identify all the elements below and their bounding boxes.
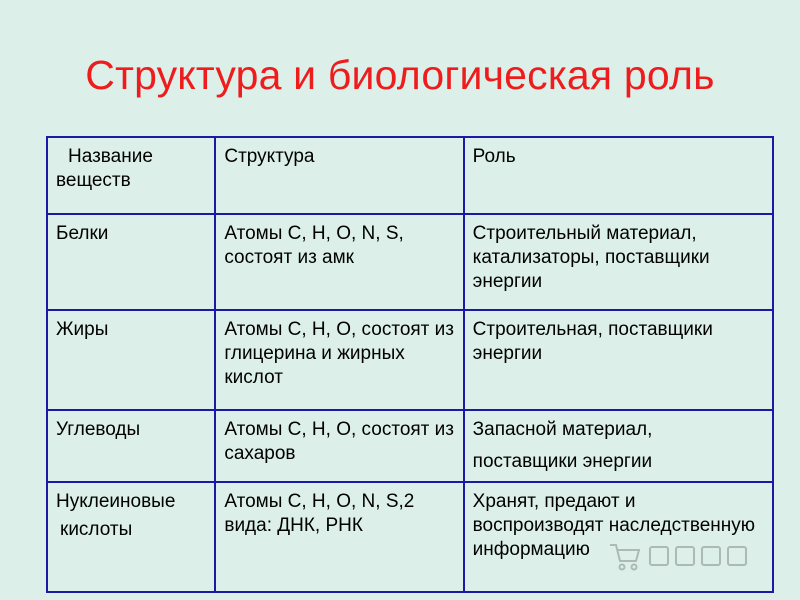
header-name-line2: веществ <box>56 170 131 191</box>
row-name-cell: Жиры <box>47 310 215 410</box>
row-role-cell: Хранят, предают и воспроизводят наследственную информацию <box>464 482 773 592</box>
row-structure-cell: Атомы С, Н, О, состоят из глицерина и жирных кислот <box>215 310 463 410</box>
row-role-cell: Строительная, поставщики энергии <box>464 310 773 410</box>
table-row <box>47 214 773 310</box>
table-row <box>47 410 773 482</box>
table-row <box>47 310 773 410</box>
header-structure-cell: Структура <box>215 137 463 214</box>
row-name-cell <box>47 482 215 592</box>
row-structure-cell: Атомы С, Н, О, N, S,2 вида: ДНК, РНК <box>215 482 463 592</box>
row-name-cell: Углеводы <box>47 410 215 482</box>
row-role-cell: Строительный материал, катализаторы, поставщики энергии <box>464 214 773 310</box>
row-role-line2: поставщики энергии <box>472 451 653 472</box>
cart-watermark-icon <box>606 539 766 573</box>
header-role-cell: Роль <box>464 137 773 214</box>
slide-title: Структура и биологическая роль <box>85 52 715 98</box>
row-role-line1: Запасной материал, <box>472 419 653 440</box>
row-structure-cell: Атомы С, Н, О, состоят из сахаров <box>215 410 463 482</box>
header-name-line1: Название <box>68 146 153 167</box>
row-name-line2: кислоты <box>60 519 133 540</box>
row-name-line1: Нуклеиновые <box>56 491 176 512</box>
substances-table <box>46 136 774 593</box>
table-header-row <box>47 137 773 214</box>
row-structure-cell: Атомы С, Н, О, N, S, состоят из амк <box>215 214 463 310</box>
row-name-cell: Белки <box>47 214 215 310</box>
header-name-cell <box>47 137 215 214</box>
row-role-cell <box>464 410 773 482</box>
table-row <box>47 482 773 592</box>
